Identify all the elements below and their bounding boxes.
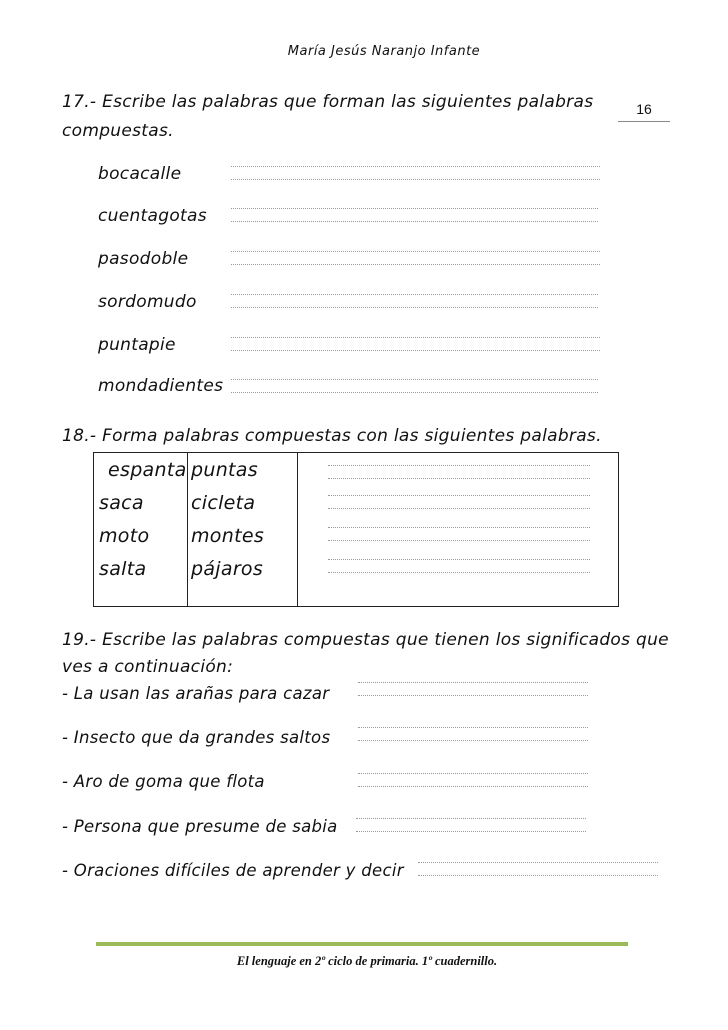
ex19-definition-5: - Oraciones difíciles de aprender y decir (62, 861, 404, 880)
ex19-answer-line-2[interactable] (358, 727, 588, 741)
ex18-prefix-3: moto (99, 525, 150, 547)
author-name: María Jesús Naranjo Infante (287, 44, 481, 59)
exercise-17-title-line1: 17.- Escribe las palabras que forman las siguientes palabras (62, 92, 594, 112)
ex17-answer-line-6[interactable] (231, 379, 598, 393)
page-number: 16 (618, 101, 670, 122)
ex18-prefix-1: espanta (108, 459, 187, 481)
ex18-answer-line-1[interactable] (328, 465, 590, 479)
footer-text: El lenguaje en 2º ciclo de primaria. 1º cuadernillo. (236, 954, 498, 968)
ex19-answer-line-5[interactable] (418, 862, 658, 876)
ex17-answer-line-4[interactable] (231, 294, 598, 308)
exercise-19-title-line1: 19.- Escribe las palabras compuestas que tienen los significados que (62, 630, 669, 650)
ex17-answer-line-2[interactable] (231, 208, 598, 222)
ex19-answer-line-3[interactable] (358, 773, 588, 787)
ex19-definition-1: - La usan las arañas para cazar (62, 684, 330, 703)
ex19-definition-4: - Persona que presume de sabia (62, 817, 338, 836)
ex17-word-1: bocacalle (98, 164, 182, 184)
ex19-definition-2: - Insecto que da grandes saltos (62, 728, 331, 747)
ex18-suffix-2: cicleta (191, 492, 256, 514)
ex18-answer-line-3[interactable] (328, 527, 590, 541)
ex17-word-3: pasodoble (98, 249, 189, 269)
ex17-answer-line-3[interactable] (231, 251, 600, 265)
ex17-answer-line-1[interactable] (231, 166, 600, 180)
footer-divider (96, 942, 628, 946)
ex17-answer-line-5[interactable] (231, 337, 600, 351)
exercise-19-title-line2: ves a continuación: (62, 657, 234, 677)
ex18-suffix-1: puntas (191, 459, 258, 481)
exercise-17-title-line2: compuestas. (62, 121, 174, 141)
table-column-divider (297, 453, 298, 606)
ex18-prefix-4: salta (99, 558, 147, 580)
ex18-suffix-4: pájaros (191, 558, 264, 580)
ex19-answer-line-1[interactable] (358, 682, 588, 696)
ex17-word-2: cuentagotas (98, 206, 207, 226)
ex19-definition-3: - Aro de goma que flota (62, 772, 265, 791)
ex18-answer-line-2[interactable] (328, 495, 590, 509)
ex17-word-5: puntapie (98, 335, 176, 355)
table-column-divider (187, 453, 188, 606)
exercise-18-title: 18.- Forma palabras compuestas con las siguientes palabras. (62, 426, 602, 446)
ex17-word-6: mondadientes (98, 376, 224, 396)
ex18-suffix-3: montes (191, 525, 265, 547)
ex18-prefix-2: saca (99, 492, 144, 514)
ex18-answer-line-4[interactable] (328, 559, 590, 573)
ex17-word-4: sordomudo (98, 292, 197, 312)
ex19-answer-line-4[interactable] (356, 818, 586, 832)
